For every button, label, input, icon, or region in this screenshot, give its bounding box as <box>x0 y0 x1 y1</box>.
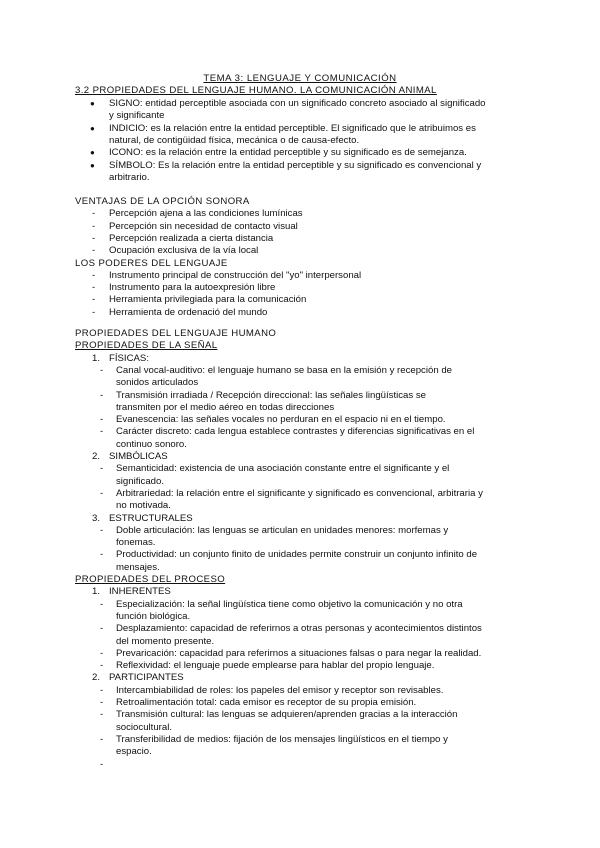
bullet-icon: ● <box>90 148 95 158</box>
dash-icon: - <box>100 426 104 438</box>
proceso-group-number: 2. <box>92 672 101 684</box>
dash-icon: - <box>100 549 104 561</box>
senal-item-line1: Transmisión irradiada / Recepción direccional: las señales lingüísticas se <box>116 389 426 401</box>
senal-group-number: 1. <box>92 352 101 364</box>
senal-item-line2: transmiten por el medio aéreo en todas direcciones <box>116 401 335 413</box>
proceso-item-line1: Especialización: la señal lingüística tiene como objetivo la comunicación y no otra <box>116 598 463 610</box>
dash-icon: - <box>92 245 96 257</box>
senal-item-line2: continuo sonoro. <box>116 438 187 450</box>
sign-item-line2: arbitrario. <box>109 171 150 183</box>
dash-icon: - <box>100 758 104 770</box>
proceso-item-line2: función biológica. <box>116 610 191 622</box>
sign-item-line2: natural, de contigüidad física, mecánica o de causa-efecto. <box>109 134 360 146</box>
senal-group-label: FÍSICAS: <box>109 352 149 364</box>
bullet-icon: ● <box>90 123 95 133</box>
senal-item-line2: fonemas. <box>116 537 156 549</box>
senal-item-line2: significado. <box>116 475 164 487</box>
proceso-group-label: PARTICIPANTES <box>109 672 184 684</box>
ventaja-item: Percepción realizada a cierta distancia <box>109 232 274 244</box>
senal-item-line2: mensajes. <box>116 561 160 573</box>
proceso-item-line2: espacio. <box>116 746 152 758</box>
poder-item: Herramienta privilegiada para la comunicación <box>109 294 307 306</box>
dash-icon: - <box>92 269 96 281</box>
proceso-item-line1: Transmisión cultural: las lenguas se adquieren/aprenden gracias a la interacción <box>116 709 458 721</box>
proceso-item-line1: Desplazamiento: capacidad de referirnos a otras personas y acontecimientos distintos <box>116 623 482 635</box>
proceso-item-line2: del momento presente. <box>116 635 215 647</box>
dash-icon: - <box>92 294 96 306</box>
senal-item-line1: Evanescencia: las señales vocales no perduran en el espacio ni en el tiempo. <box>116 414 446 426</box>
proceso-item-line2: sociocultural. <box>116 721 172 733</box>
bullet-icon: ● <box>90 99 95 108</box>
poderes-heading: LOS PODERES DEL LENGUAJE <box>75 257 228 269</box>
senal-heading: PROPIEDADES DE LA SEÑAL <box>75 340 218 352</box>
proceso-group-number: 1. <box>92 586 101 598</box>
dash-icon: - <box>92 232 96 244</box>
page-title: TEMA 3: LENGUAJE Y COMUNICACIÓN <box>203 73 397 84</box>
poder-item: Instrumento para la autoexpresión libre <box>109 282 276 294</box>
dash-icon: - <box>92 306 96 318</box>
senal-item-line1: Canal vocal-auditivo: el lenguaje humano se basa en la emisión y recepción de <box>116 364 452 376</box>
bullet-icon: ● <box>90 160 95 170</box>
proceso-item-line1: Reflexividad: el lenguaje puede emplearse para hablar del propio lenguaje. <box>116 660 435 672</box>
dash-icon: - <box>100 684 104 696</box>
dash-icon: - <box>100 623 104 635</box>
dash-icon: - <box>100 660 104 672</box>
dash-icon: - <box>100 598 104 610</box>
dash-icon: - <box>100 733 104 745</box>
dash-icon: - <box>92 208 96 220</box>
proceso-heading: PROPIEDADES DEL PROCESO <box>75 574 226 585</box>
proceso-group-label: INHERENTES <box>109 586 171 598</box>
sign-item-line1: SÍMBOLO: Es la relación entre la entidad perceptible y su significado es convencional y <box>109 159 482 171</box>
sign-item-line1: INDICIO: es la relación entre la entidad perceptible. El significado que le atribuimos es <box>109 122 476 134</box>
propiedades-heading: PROPIEDADES DEL LENGUAJE HUMANO <box>75 328 277 339</box>
ventaja-item: Ocupación exclusiva de la vía local <box>109 245 259 257</box>
dash-icon: - <box>100 463 104 475</box>
dash-icon: - <box>100 487 104 499</box>
dash-icon: - <box>92 220 96 232</box>
proceso-item-line1: Transferibilidad de medios: fijación de los mensajes lingüísticos en el tiempo y <box>116 733 448 745</box>
senal-group-label: SIMBÓLICAS <box>109 451 168 462</box>
ventaja-item: Percepción sin necesidad de contacto visual <box>109 220 298 232</box>
ventajas-heading: VENTAJAS DE LA OPCIÓN SONORA <box>75 196 250 207</box>
senal-group-number: 3. <box>92 512 101 524</box>
dash-icon: - <box>100 389 104 401</box>
proceso-item-line1: Prevaricación: capacidad para referirnos a situaciones falsas o para negar la realidad. <box>116 647 482 659</box>
ventaja-item: Percepción ajena a las condiciones lumínicas <box>109 208 303 220</box>
senal-item-line2: no motivada. <box>116 500 171 512</box>
proceso-item-line1: Intercambiabilidad de roles: los papeles del emisor y receptor son revisables. <box>116 684 444 696</box>
senal-group-label: ESTRUCTURALES <box>109 512 193 524</box>
dash-icon: - <box>100 414 104 426</box>
senal-item-line1: Doble articulación: las lenguas se articulan en unidades menores: morfemas y <box>116 524 449 536</box>
senal-item-line1: Semanticidad: existencia de una asociación constante entre el significante y el <box>116 463 450 475</box>
senal-item-line1: Arbitrariedad: la relación entre el significante y significado es convencional, arbitraria y <box>116 487 483 499</box>
senal-item-line2: sonidos articulados <box>116 377 199 389</box>
poder-item: Herramienta de ordenació del mundo <box>109 306 268 318</box>
dash-icon: - <box>100 709 104 721</box>
dash-icon: - <box>100 697 104 708</box>
section-subtitle: 3.2 PROPIEDADES DEL LENGUAJE HUMANO. LA COMUNICACIÓN ANIMAL <box>75 85 437 96</box>
senal-item-line1: Carácter discreto: cada lengua establece contrastes y diferencias significativas en el <box>116 426 475 438</box>
dash-icon: - <box>92 282 96 294</box>
dash-icon: - <box>100 524 104 536</box>
dash-icon: - <box>100 364 104 376</box>
senal-item-line1: Productividad: un conjunto finito de unidades permite construir un conjunto infinito de <box>116 549 478 561</box>
proceso-item-line1: Retroalimentación total: cada emisor es receptor de su propia emisión. <box>116 697 417 708</box>
sign-item-line1: SIGNO: entidad perceptible asociada con un significado concreto asociado al significado <box>109 98 486 109</box>
sign-item-line2: y significante <box>109 110 165 122</box>
sign-item-line1: ICONO: es la relación entre la entidad perceptible y su significado es de semejanza. <box>109 147 467 159</box>
poder-item: Instrumento principal de construcción del "yo" interpersonal <box>109 269 362 281</box>
senal-group-number: 2. <box>92 451 101 462</box>
dash-icon: - <box>100 647 104 659</box>
